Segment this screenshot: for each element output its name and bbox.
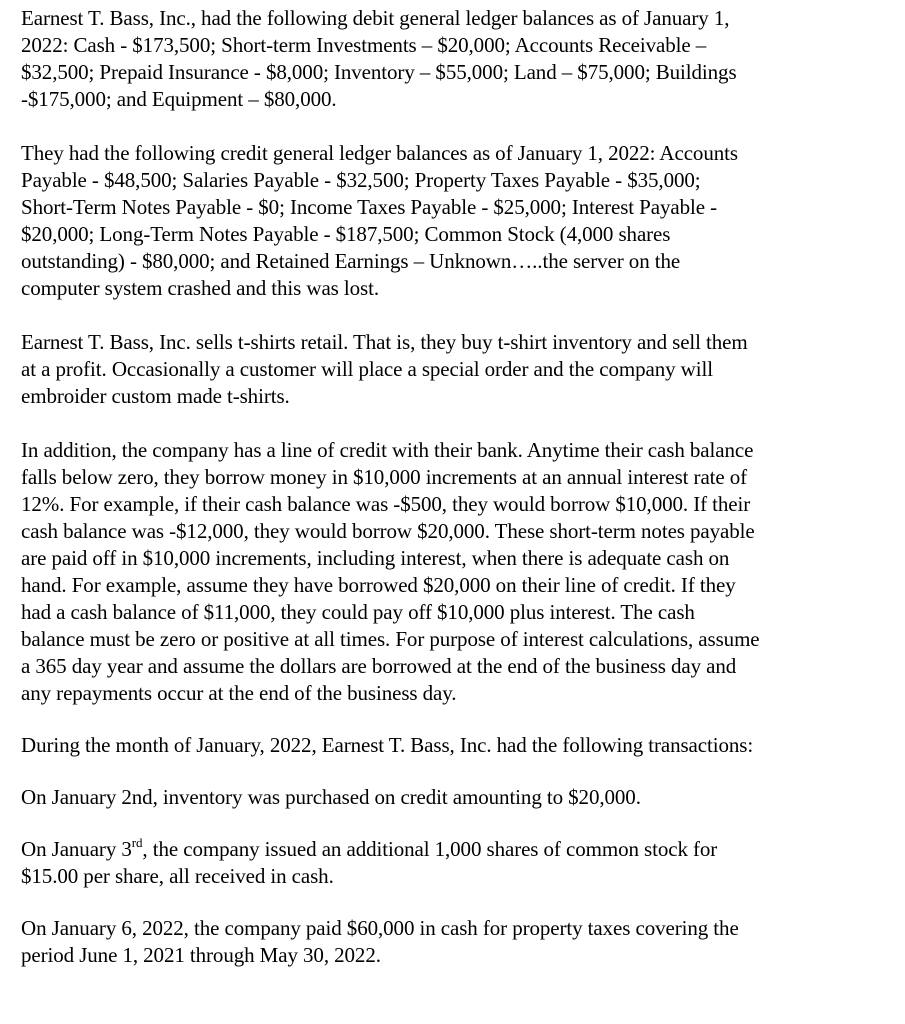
text-line: balance must be zero or positive at all times. For purpose of interest calculations, assume <box>21 627 760 651</box>
paragraph-credit-balances <box>21 140 881 302</box>
text-line: On January 2nd, inventory was purchased on credit amounting to $20,000. <box>21 785 641 809</box>
paragraph-line-of-credit <box>21 437 881 707</box>
text-line: at a profit. Occasionally a customer will place a special order and the company will <box>21 357 713 381</box>
text-line: falls below zero, they borrow money in $10,000 increments at an annual interest rate of <box>21 465 748 489</box>
paragraph-transaction-jan-3 <box>21 836 881 890</box>
document <box>21 5 881 969</box>
text-line: Payable - $48,500; Salaries Payable - $32,500; Property Taxes Payable - $35,000; <box>21 168 701 192</box>
text-line: computer system crashed and this was lost. <box>21 276 379 300</box>
text-line: They had the following credit general ledger balances as of January 1, 2022: Accounts <box>21 141 738 165</box>
text-line: During the month of January, 2022, Earnest T. Bass, Inc. had the following transactions: <box>21 733 754 757</box>
text-line: had a cash balance of $11,000, they could pay off $10,000 plus interest. The cash <box>21 600 695 624</box>
text-line <box>21 836 881 863</box>
text-line: $15.00 per share, all received in cash. <box>21 864 334 888</box>
text-line: 12%. For example, if their cash balance was -$500, they would borrow $10,000. If their <box>21 492 751 516</box>
paragraph-transactions-intro <box>21 732 881 759</box>
text-line: $32,500; Prepaid Insurance - $8,000; Inventory – $55,000; Land – $75,000; Buildings <box>21 60 737 84</box>
text-line: hand. For example, assume they have borrowed $20,000 on their line of credit. If they <box>21 573 736 597</box>
text-line: In addition, the company has a line of credit with their bank. Anytime their cash balance <box>21 438 754 462</box>
ordinal-suffix: rd <box>131 835 143 850</box>
text-line: outstanding) - $80,000; and Retained Earnings – Unknown…..the server on the <box>21 249 681 273</box>
text-line: cash balance was -$12,000, they would borrow $20,000. These short-term notes payable <box>21 519 755 543</box>
text-line: any repayments occur at the end of the business day. <box>21 681 457 705</box>
text-line: -$175,000; and Equipment – $80,000. <box>21 87 337 111</box>
text-fragment: On January 3 <box>21 837 132 861</box>
text-line: are paid off in $10,000 increments, including interest, when there is adequate cash on <box>21 546 730 570</box>
text-line: period June 1, 2021 through May 30, 2022. <box>21 943 381 967</box>
text-fragment: , the company issued an additional 1,000 shares of common stock for <box>142 837 718 861</box>
text-line: embroider custom made t-shirts. <box>21 384 290 408</box>
text-line: $20,000; Long-Term Notes Payable - $187,500; Common Stock (4,000 shares <box>21 222 671 246</box>
text-line: Earnest T. Bass, Inc., had the following debit general ledger balances as of January 1, <box>21 6 730 30</box>
text-line: Short-Term Notes Payable - $0; Income Taxes Payable - $25,000; Interest Payable - <box>21 195 717 219</box>
paragraph-transaction-jan-2 <box>21 784 881 811</box>
paragraph-debit-balances <box>21 5 881 113</box>
text-line: a 365 day year and assume the dollars are borrowed at the end of the business day and <box>21 654 737 678</box>
text-line: Earnest T. Bass, Inc. sells t-shirts retail. That is, they buy t-shirt inventory and sell them <box>21 330 748 354</box>
paragraph-transaction-jan-6 <box>21 915 881 969</box>
text-line: 2022: Cash - $173,500; Short-term Investments – $20,000; Accounts Receivable – <box>21 33 707 57</box>
paragraph-business-description <box>21 329 881 410</box>
text-line: On January 6, 2022, the company paid $60,000 in cash for property taxes covering the <box>21 916 739 940</box>
